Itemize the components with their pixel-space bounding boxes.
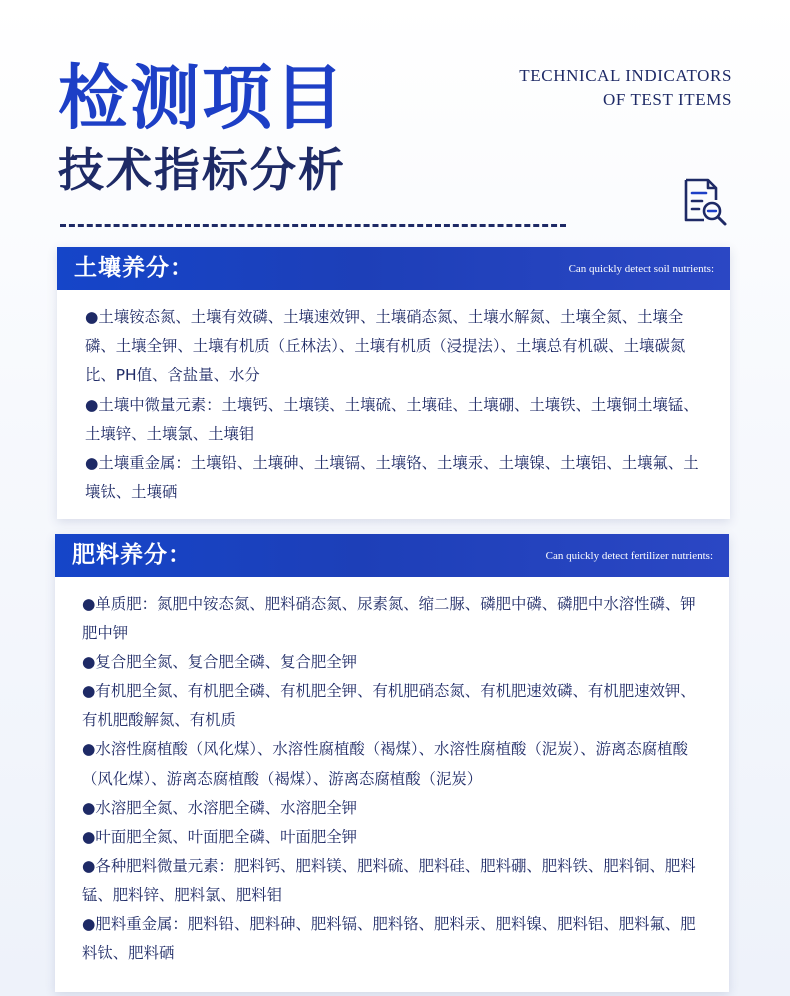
list-item: ●土壤重金属：土壤铅、土壤砷、土壤镉、土壤铬、土壤汞、土壤镍、土壤铝、土壤氟、土壤钛、土壤硒 [85, 454, 699, 502]
list-item: ●水溶肥全氮、水溶肥全磷、水溶肥全钾 [82, 798, 358, 817]
english-title-line-2: OF TEST ITEMS [602, 90, 732, 109]
dashed-divider [60, 224, 566, 227]
soil-nutrients-header [57, 247, 730, 290]
soil-nutrients-card [57, 247, 730, 519]
fertilizer-nutrients-header [55, 534, 729, 577]
fertilizer-nutrients-card [55, 534, 729, 992]
page-subtitle: 技术指标分析 [58, 143, 346, 197]
fertilizer-nutrients-subtitle: Can quickly detect fertilizer nutrients: [545, 550, 713, 562]
soil-nutrients-title: 土壤养分： [74, 254, 194, 281]
list-item: ●有机肥全氮、有机肥全磷、有机肥全钾、有机肥硝态氮、有机肥速效磷、有机肥速效钾、有机肥酸解氮、有机质 [82, 682, 696, 730]
page-title: 检测项目 [58, 56, 346, 139]
fertilizer-nutrients-title: 肥料养分： [72, 541, 192, 568]
list-item: ●水溶性腐植酸（风化煤）、水溶性腐植酸（褐煤）、水溶性腐植酸（泥炭）、游离态腐植酸（风化煤）、游离态腐植酸（褐煤）、游离态腐植酸（泥炭） [82, 740, 688, 788]
list-item: ●各种肥料微量元素：肥料钙、肥料镁、肥料硫、肥料硅、肥料硼、肥料铁、肥料铜、肥料锰、肥料锌、肥料氯、肥料钼 [82, 856, 696, 904]
english-title-line-1: TECHNICAL INDICATORS [519, 66, 732, 85]
soil-nutrients-list [57, 290, 730, 507]
document-search-icon [678, 176, 730, 228]
english-title [519, 64, 732, 112]
list-item: ●土壤中微量元素：土壤钙、土壤镁、土壤硫、土壤硅、土壤硼、土壤铁、土壤铜土壤锰、土壤锌、土壤氯、土壤钼 [85, 395, 699, 443]
list-item: ●单质肥：氮肥中铵态氮、肥料硝态氮、尿素氮、缩二脲、磷肥中磷、磷肥中水溶性磷、钾肥中钾 [82, 595, 696, 643]
fertilizer-nutrients-list [55, 577, 729, 968]
list-item: ●叶面肥全氮、叶面肥全磷、叶面肥全钾 [82, 827, 358, 846]
list-item: ●土壤铵态氮、土壤有效磷、土壤速效钾、土壤硝态氮、土壤水解氮、土壤全氮、土壤全磷、土壤全钾、土壤有机质（丘林法）、土壤有机质（浸提法）、土壤总有机碳、土壤碳氮比、PH值、含盐量、水分 [85, 308, 686, 385]
list-item: ●肥料重金属：肥料铅、肥料砷、肥料镉、肥料铬、肥料汞、肥料镍、肥料铝、肥料氟、肥料钛、肥料硒 [82, 915, 696, 963]
list-item: ●复合肥全氮、复合肥全磷、复合肥全钾 [82, 653, 358, 672]
soil-nutrients-subtitle: Can quickly detect soil nutrients: [568, 263, 714, 275]
